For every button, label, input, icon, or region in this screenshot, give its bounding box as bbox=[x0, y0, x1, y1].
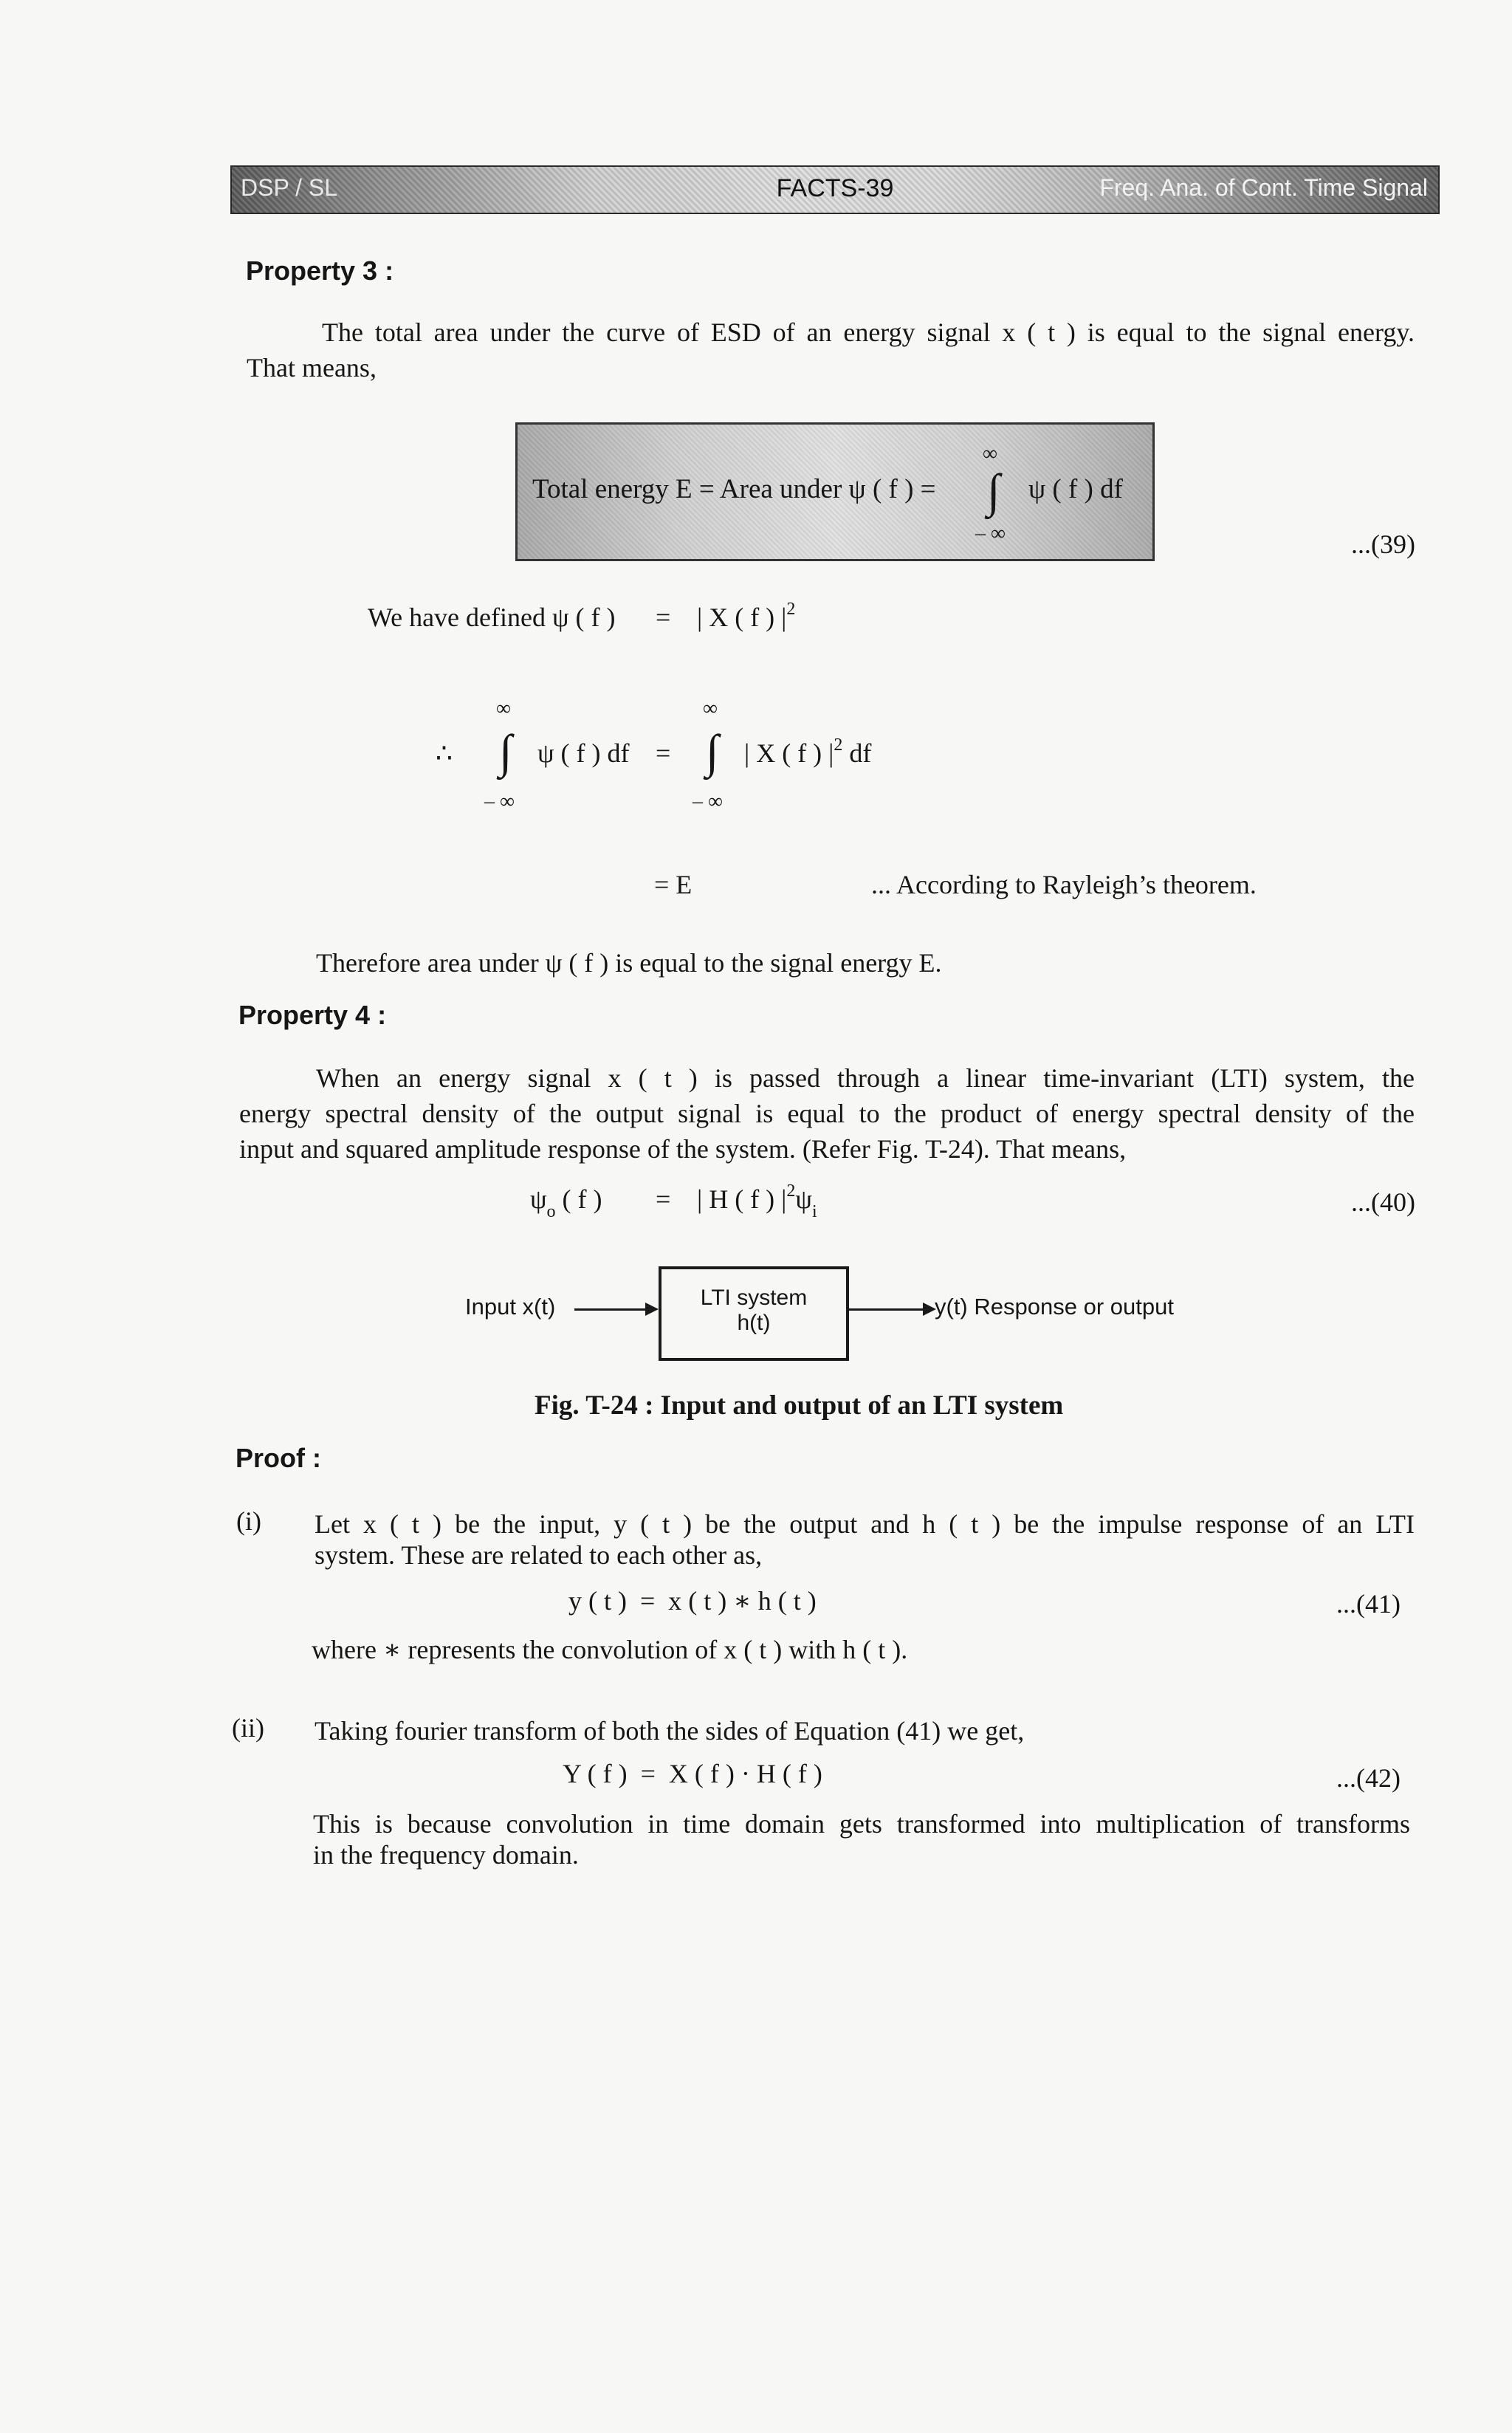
defined-rhs-text: | X ( f ) | bbox=[697, 603, 787, 632]
lower-limit: – ∞ bbox=[975, 522, 1006, 545]
property-4-line1: When an energy signal x ( t ) is passed through a linear time-invariant (LTI) system, the bbox=[316, 1063, 1415, 1093]
defined-rhs bbox=[697, 600, 795, 639]
integral-sign: ∫ bbox=[987, 464, 1000, 517]
equation-number-40: ...(40) bbox=[1351, 1187, 1415, 1217]
upper-limit: ∞ bbox=[983, 442, 997, 465]
defined-lhs: We have defined ψ ( f ) bbox=[368, 603, 616, 632]
property-3-text-line1: The total area under the curve of ESD of an energy signal x ( t ) is equal to the signal energy. bbox=[322, 318, 1415, 347]
psi-input-subscript: i bbox=[811, 1202, 817, 1221]
proof-item-2-marker: (ii) bbox=[232, 1713, 264, 1743]
property-3-conclusion: Therefore area under ψ ( f ) is equal to the signal energy E. bbox=[316, 948, 942, 978]
proof-item-2-line3: in the frequency domain. bbox=[313, 1840, 579, 1870]
equals-sign: = bbox=[656, 603, 671, 632]
lower-limit-right: – ∞ bbox=[693, 790, 723, 813]
exponent: 2 bbox=[786, 600, 796, 619]
lti-system-block bbox=[659, 1266, 849, 1361]
header-left-label: DSP / SL bbox=[241, 174, 338, 201]
psi-output-arg: ( f ) bbox=[562, 1184, 602, 1214]
result-equals-e: = E bbox=[654, 870, 693, 899]
therefore-symbol: ∴ bbox=[436, 738, 453, 768]
rayleigh-theorem-note: ... According to Rayleigh’s theorem. bbox=[871, 870, 1257, 899]
figure-caption: Fig. T-24 : Input and output of an LTI system bbox=[535, 1390, 1064, 1421]
energy-equation-text: Total energy E = Area under ψ ( f ) = bbox=[532, 474, 936, 504]
header-chapter-label: Freq. Ana. of Cont. Time Signal bbox=[1099, 174, 1428, 201]
integral-lhs: ψ ( f ) df bbox=[537, 738, 630, 768]
equation-number-42: ...(42) bbox=[1336, 1763, 1401, 1793]
proof-item-2-line2: This is because convolution in time domain gets transformed into multiplication of transforms bbox=[313, 1809, 1410, 1839]
diagram-output-label: y(t) Response or output bbox=[935, 1294, 1174, 1320]
equals-sign-3: = bbox=[656, 1184, 671, 1214]
equation-number-39: ...(39) bbox=[1351, 529, 1415, 559]
integral-rhs bbox=[744, 735, 871, 775]
property-4-heading: Property 4 : bbox=[238, 1000, 387, 1030]
property-3-heading: Property 3 : bbox=[246, 255, 394, 286]
integral-sign-left: ∫ bbox=[499, 725, 512, 778]
equation-41: y ( t ) = x ( t ) ∗ h ( t ) bbox=[568, 1586, 817, 1616]
equals-sign-2: = bbox=[656, 738, 671, 768]
proof-heading: Proof : bbox=[236, 1443, 321, 1473]
h-magnitude-exponent: 2 bbox=[786, 1181, 796, 1201]
upper-limit-right: ∞ bbox=[703, 697, 718, 720]
proof-item-1-marker: (i) bbox=[236, 1506, 261, 1536]
diagram-input-label: Input x(t) bbox=[465, 1294, 556, 1320]
lti-impulse-label: h(t) bbox=[737, 1311, 771, 1335]
esd-output-rhs bbox=[697, 1181, 817, 1221]
header-page-label: FACTS-39 bbox=[776, 174, 894, 202]
proof-item-1-line1: Let x ( t ) be the input, y ( t ) be the output and h ( t ) be the impulse response of an LTI bbox=[315, 1509, 1415, 1539]
energy-equation-integrand: ψ ( f ) df bbox=[1028, 474, 1123, 504]
esd-output-equation bbox=[530, 1181, 602, 1221]
energy-equation-box bbox=[515, 422, 1155, 561]
equation-number-41: ...(41) bbox=[1336, 1589, 1401, 1619]
proof-item-2-line1: Taking fourier transform of both the sides of Equation (41) we get, bbox=[315, 1716, 1025, 1746]
upper-limit-left: ∞ bbox=[496, 697, 511, 720]
psi-input-symbol: ψ bbox=[795, 1184, 812, 1214]
input-arrow-head bbox=[645, 1303, 659, 1316]
lti-system-label: LTI system bbox=[700, 1286, 808, 1310]
proof-item-1-line2: system. These are related to each other as, bbox=[315, 1540, 763, 1570]
output-arrow-line bbox=[846, 1308, 923, 1311]
equation-42: Y ( f ) = X ( f ) · H ( f ) bbox=[563, 1759, 822, 1788]
property-4-line3: input and squared amplitude response of the system. (Refer Fig. T-24). That means, bbox=[239, 1134, 1127, 1164]
input-arrow-line bbox=[574, 1308, 645, 1311]
property-4-line2: energy spectral density of the output signal is equal to the product of energy spectral density of the bbox=[239, 1099, 1415, 1128]
psi-output-symbol: ψ bbox=[530, 1184, 547, 1214]
page-header-bar bbox=[230, 165, 1440, 214]
integral-rhs-text: | X ( f ) | bbox=[744, 738, 834, 768]
lower-limit-left: – ∞ bbox=[484, 790, 515, 813]
convolution-note: where ∗ represents the convolution of x ( t ) with h ( t ). bbox=[312, 1635, 908, 1664]
integral-rhs-exponent: 2 bbox=[834, 735, 843, 755]
psi-output-subscript: o bbox=[546, 1202, 556, 1221]
integral-rhs-df: df bbox=[849, 738, 872, 768]
h-magnitude: | H ( f ) | bbox=[697, 1184, 787, 1214]
property-3-text-line2: That means, bbox=[247, 353, 377, 382]
integral-sign-right: ∫ bbox=[706, 725, 719, 778]
